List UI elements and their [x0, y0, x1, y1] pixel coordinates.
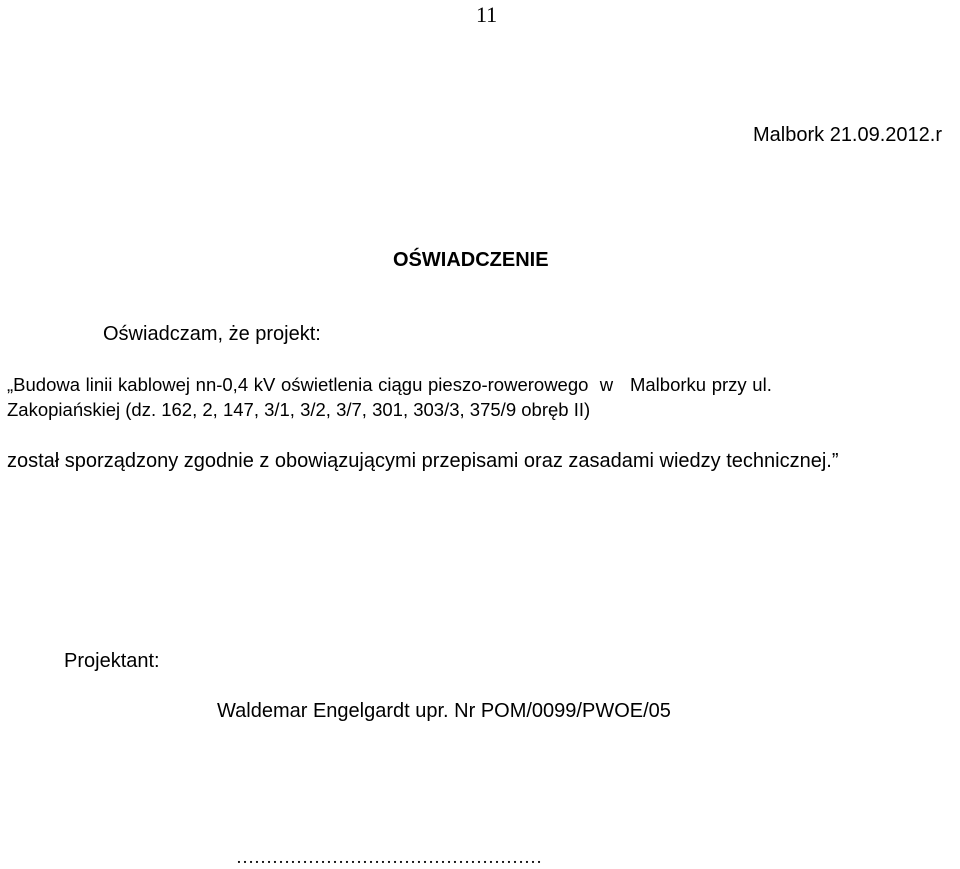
signature-line: ……………………………………………: [236, 847, 542, 867]
designer-label: Projektant:: [64, 650, 160, 672]
page-number: 11: [476, 2, 498, 27]
intro-text: Oświadczam, że projekt:: [103, 323, 321, 345]
project-description-line-2: Zakopiańskiej (dz. 162, 2, 147, 3/1, 3/2, 3/7, 301, 303/3, 375/9 obręb II): [7, 399, 591, 420]
designer-name: Waldemar Engelgardt upr. Nr POM/0099/PWOE/05: [217, 700, 671, 722]
document-title: OŚWIADCZENIE: [393, 249, 549, 271]
place-date: Malbork 21.09.2012.r: [753, 124, 943, 146]
project-description-line-1: „Budowa linii kablowej nn-0,4 kV oświetlenia ciągu pieszo-rowerowego w Malborku przy ul.: [7, 374, 772, 395]
statement-text: został sporządzony zgodnie z obowiązującymi przepisami oraz zasadami wiedzy technicznej.”: [7, 450, 839, 472]
